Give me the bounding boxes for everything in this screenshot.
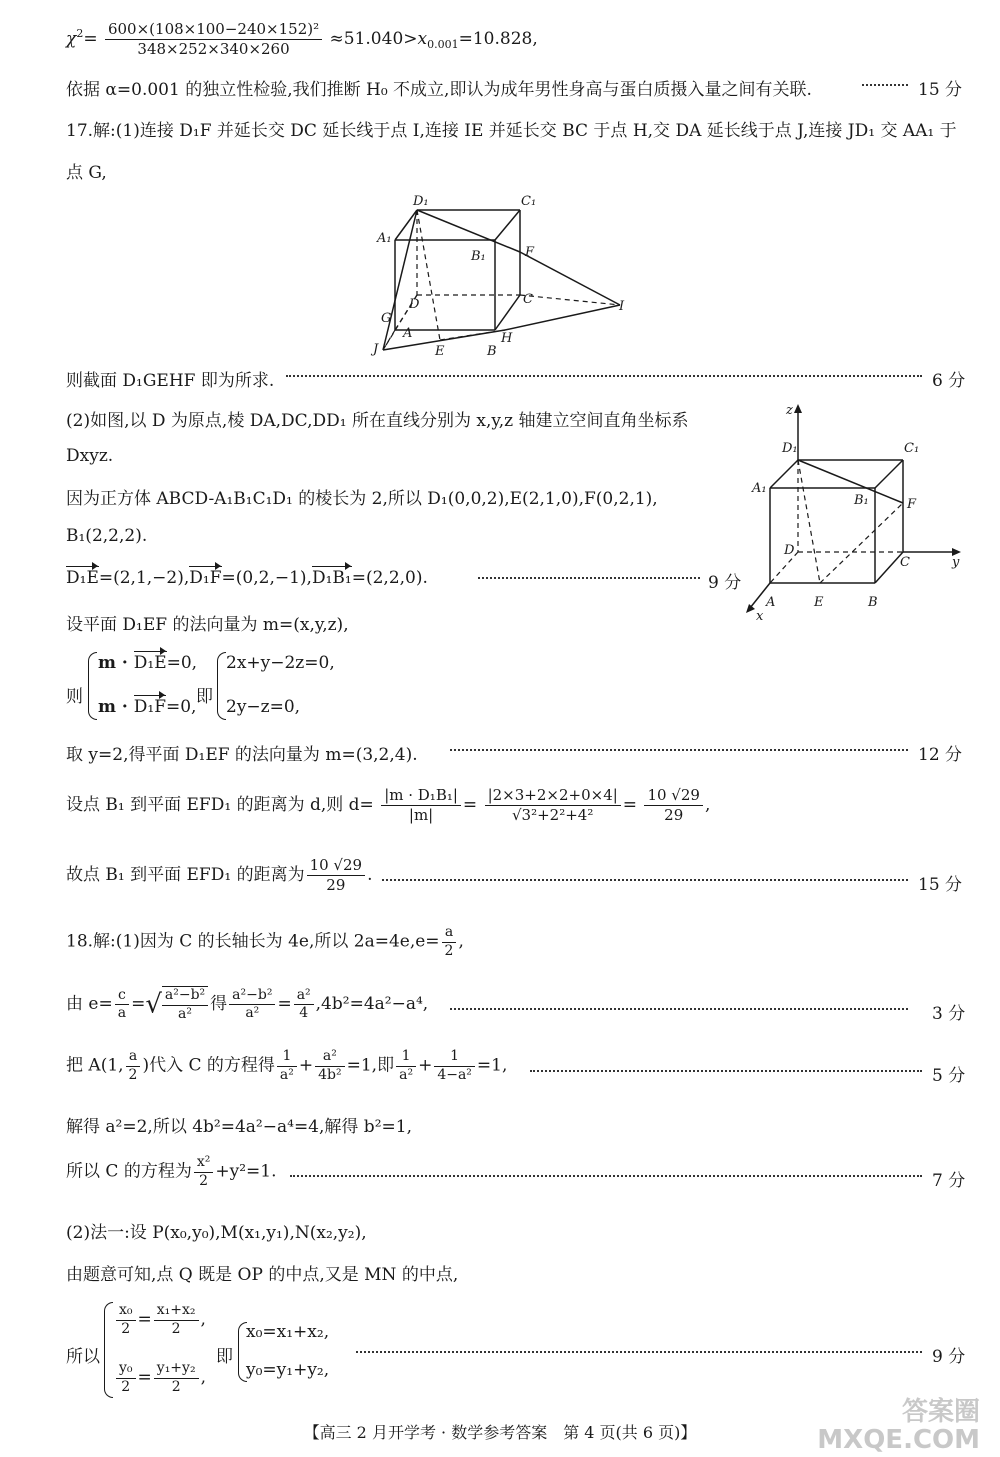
axis-label-x: x: [756, 609, 764, 624]
plus: +: [418, 1055, 433, 1076]
frac-den: 2: [199, 1172, 209, 1189]
q17-part2-c: 因为正方体 ABCD-A₁B₁C₁D₁ 的棱长为 2,所以 D₁(0,0,2),E(2,1,0),F(0,2,1),: [66, 489, 658, 509]
dot-leader: [290, 1175, 922, 1177]
sys-eq-2: [98, 697, 196, 717]
frac-sqrt: [162, 986, 208, 1023]
chi-result: ≈51.040>: [329, 28, 418, 49]
eq-sign: =: [131, 994, 146, 1014]
comma: ,: [458, 931, 464, 952]
score-5: 5 分: [932, 1066, 966, 1086]
frac-num: a²−b²: [229, 987, 275, 1006]
frac-num: a²−b²: [162, 987, 208, 1006]
chi-tail: =10.828,: [458, 28, 538, 49]
comma: ,: [200, 1367, 206, 1388]
frac-den: 2: [171, 1320, 181, 1337]
dist-num1: |m · D₁B₁|: [381, 786, 461, 806]
dist-num3: 10 √29: [644, 786, 703, 806]
conclusion-line: 依据 α=0.001 的独立性检验,我们推断 H₀ 不成立,即认为成年男性身高与蛋白质摄入量之间有关联.: [66, 80, 812, 100]
q18-l2-de: 得: [210, 994, 228, 1014]
q18-line4: 解得 a²=2,所以 4b²=4a²−a⁴=4,解得 b²=1,: [66, 1117, 412, 1137]
frac-num: 1: [396, 1048, 416, 1067]
sys2-eq-2: [114, 1360, 206, 1396]
dot-leader: [382, 879, 908, 881]
sys-then: 则: [66, 687, 83, 707]
coordinate-cube-figure: [740, 400, 970, 625]
distance-set: 设点 B₁ 到平面 EFD₁ 的距离为 d,则 d=: [66, 794, 374, 815]
frac-num: a²: [294, 987, 314, 1006]
cube-section-figure: [365, 190, 640, 360]
frac: [116, 1302, 136, 1338]
watermark-tag: 答案圈: [901, 1397, 980, 1427]
dist-frac-2: [485, 786, 621, 825]
dist-num2: |2×3+2×2+0×4|: [485, 786, 621, 806]
score-7: 7 分: [932, 1171, 966, 1191]
score-9a: 9 分: [708, 573, 742, 593]
q18-l3-a: 把 A: [66, 1055, 101, 1076]
chi-sup: 2: [76, 27, 84, 41]
sys-ji: 即: [196, 687, 213, 707]
normal-take: 取 y=2,得平面 D₁EF 的法向量为 m=(3,2,4).: [66, 745, 418, 765]
frac-x2-over-2: [194, 1154, 214, 1190]
eq-sign: =: [137, 1309, 152, 1330]
frac-num: y₀: [116, 1360, 136, 1379]
q17-part2-a: (2)如图,以 D 为原点,棱 DA,DC,DD₁ 所在直线分别为 x,y,z 轴建立空间直角坐标系: [66, 411, 689, 431]
vector-line: [66, 568, 428, 588]
fig2-label-F: F: [907, 497, 917, 512]
section-result: 则截面 D₁GEHF 即为所求.: [66, 371, 275, 391]
chi-square-line: [66, 20, 538, 59]
dot-leader: [450, 749, 908, 751]
vec-D1B1: D₁B₁: [311, 568, 352, 588]
vec-D1F-sys: D₁F: [133, 697, 166, 717]
frac-den: 2: [128, 1066, 138, 1083]
frac-1: [277, 1048, 297, 1084]
frac-p: [126, 1048, 141, 1084]
frac-den: 2: [121, 1378, 131, 1395]
q18-l3-e: =1,: [476, 1055, 508, 1076]
frac-den: a²: [279, 1066, 294, 1083]
vec-D1F: D₁F: [189, 568, 222, 588]
q17-line1: [66, 116, 957, 141]
score-9b: 9 分: [932, 1347, 966, 1367]
fig1-label-F: F: [525, 245, 535, 260]
dist-den1: |m|: [408, 805, 434, 824]
fig1-label-C1: C₁: [521, 194, 537, 209]
q18-line2: [66, 986, 428, 1023]
axis-label-y: y: [952, 555, 960, 570]
frac-num: x²: [194, 1154, 214, 1173]
fig2-label-D1: D₁: [782, 441, 798, 456]
frac-den: 2: [171, 1378, 181, 1395]
fig2-label-B: B: [868, 595, 878, 610]
chi-numerator: 600×(108×100−240×152)²: [105, 20, 322, 40]
x-symbol: x: [417, 28, 428, 49]
sys-eq-3: 2x+y−2z=0,: [226, 653, 335, 673]
fig1-label-A: A: [403, 326, 413, 341]
q17-label: 17.解:: [66, 121, 116, 141]
q17-part1-text: (1)连接 D₁F 并延长交 DC 延长线于点 I,连接 IE 并延长交 BC 于点 H,交 DA 延长线于点 J,连接 JD₁ 交 AA₁ 于: [115, 121, 957, 141]
eq-sign: =: [277, 994, 292, 1014]
frac-num: c: [115, 987, 129, 1006]
frac: [116, 1360, 136, 1396]
frac: [154, 1360, 199, 1396]
axis-label-z: z: [786, 403, 793, 418]
q18-l3-c: )代入 C 的方程得: [142, 1055, 275, 1076]
plus: +: [298, 1055, 314, 1076]
q18-l1-text: (1)因为 C 的长轴长为 4e,所以 2a=4e,e=: [115, 931, 440, 952]
q18-l2-text: 由 e=: [66, 994, 113, 1014]
frac-2: [315, 1048, 344, 1084]
score-6: 6 分: [932, 371, 966, 391]
score-12: 12 分: [918, 745, 963, 765]
eq-sign: =: [137, 1367, 152, 1388]
fig1-label-B1: B₁: [471, 249, 486, 264]
dot-leader: [450, 1008, 908, 1010]
frac-a-over-2: [442, 924, 457, 960]
q18-l5-a: 所以 C 的方程为: [66, 1161, 192, 1182]
q18-line5: [66, 1154, 276, 1190]
fig1-label-E: E: [435, 344, 445, 359]
final-frac: [307, 856, 366, 895]
final-line: [66, 856, 372, 895]
sys-eq-1-end: =0,: [166, 653, 198, 673]
q18-l5-b: +y²=1.: [215, 1161, 277, 1182]
eq-sign: =: [83, 28, 98, 49]
q18-line6: (2)法一:设 P(x₀,y₀),M(x₁,y₁),N(x₂,y₂),: [66, 1223, 367, 1243]
final-text: 故点 B₁ 到平面 EFD₁ 的距离为: [66, 864, 305, 885]
chi-denominator: 348×252×340×260: [137, 39, 290, 58]
final-dot: .: [367, 864, 373, 885]
frac-den: a²: [178, 1005, 193, 1022]
fig2-label-E: E: [814, 595, 824, 610]
watermark-text: MXQE.COM: [817, 1425, 980, 1455]
sys-eq-4: 2y−z=0,: [226, 697, 301, 717]
q17-part2-b: Dxyz.: [66, 446, 114, 466]
frac-num: y₁+y₂: [154, 1360, 199, 1379]
brace-left-2: [104, 1302, 113, 1398]
fig1-label-D1: D₁: [413, 194, 429, 209]
chi-fraction: [105, 20, 322, 59]
frac-num: 1: [434, 1048, 475, 1067]
fig1-label-G: G: [381, 311, 392, 326]
frac-num: x₀: [116, 1302, 136, 1321]
dot-leader: [530, 1070, 922, 1072]
q18-ji: 即: [216, 1347, 233, 1367]
sys2-eq-1: [114, 1302, 206, 1338]
q18-line3: [66, 1048, 507, 1084]
frac-den: 4b²: [318, 1066, 342, 1083]
fig1-label-C: C: [523, 292, 533, 307]
frac-num: a: [442, 924, 457, 943]
watermark: [817, 1398, 980, 1454]
frac-2: [229, 987, 275, 1023]
frac-num: a: [126, 1048, 141, 1067]
frac: [154, 1302, 199, 1338]
q18-l3-b: (1,: [100, 1055, 124, 1076]
q18-line1: [66, 924, 464, 960]
dist-frac-1: [381, 786, 461, 825]
final-num: 10 √29: [307, 856, 366, 876]
dist-frac-3: [644, 786, 703, 825]
vec-D1E: D₁E: [66, 568, 99, 588]
dot-leader: [862, 84, 908, 86]
q17-line2: 点 G,: [66, 163, 107, 183]
sys2-eq-3: x₀=x₁+x₂,: [246, 1322, 330, 1342]
fig2-label-B1: B₁: [854, 493, 869, 508]
dot-leader: [286, 375, 922, 377]
frac-num: 1: [277, 1048, 297, 1067]
fig1-label-A1: A₁: [377, 231, 392, 246]
frac-den: a²: [399, 1066, 414, 1083]
q18-so: 所以: [66, 1347, 100, 1367]
m-vector: m ·: [98, 697, 134, 717]
frac-3: [294, 987, 314, 1023]
m-vector: m ·: [98, 653, 134, 673]
vec-D1B1-value: =(2,2,0).: [351, 568, 428, 588]
fig1-label-D: D: [409, 297, 420, 312]
fig2-label-A1: A₁: [752, 481, 767, 496]
frac-num: x₁+x₂: [154, 1302, 199, 1321]
brace-right: [217, 652, 226, 720]
comma: ,: [704, 794, 711, 815]
score-15a: 15 分: [918, 80, 963, 100]
sys2-eq-4: y₀=y₁+y₂,: [246, 1360, 330, 1380]
score-15b: 15 分: [918, 875, 963, 895]
frac-den: 4: [299, 1005, 309, 1021]
brace-left: [88, 652, 97, 720]
sys-eq-1: [98, 653, 197, 673]
dist-den3: 29: [664, 805, 684, 824]
dist-den2: √3²+2²+4²: [512, 805, 594, 824]
x-sub: 0.001: [427, 38, 459, 52]
fig1-label-H: H: [501, 331, 513, 346]
fig2-label-D: D: [784, 543, 795, 558]
frac-den: 4−a²: [437, 1066, 472, 1083]
chi-symbol: χ: [66, 28, 77, 49]
fig2-label-A: A: [766, 595, 776, 610]
comma: ,: [200, 1309, 206, 1330]
frac-c-over-a: [115, 987, 129, 1023]
q18-line7: 由题意可知,点 Q 既是 OP 的中点,又是 MN 的中点,: [66, 1265, 459, 1285]
fig2-label-C: C: [900, 555, 910, 570]
normal-set: 设平面 D₁EF 的法向量为 m=(x,y,z),: [66, 615, 349, 635]
eq-sign: =: [622, 794, 638, 815]
sqrt-symbol: √: [145, 989, 162, 1020]
fig1-label-B: B: [487, 344, 497, 359]
sys-eq-2-end: =0,: [166, 697, 197, 717]
frac-den: 2: [121, 1320, 131, 1337]
frac-num: a²: [315, 1048, 344, 1067]
vec-D1F-value: =(0,2,−1),: [221, 568, 312, 588]
dot-leader: [478, 577, 700, 579]
frac-3: [396, 1048, 416, 1084]
distance-line: [66, 786, 710, 825]
frac-den: a²: [245, 1005, 260, 1021]
final-den: 29: [326, 875, 346, 894]
q18-l2-end: ,4b²=4a²−a⁴,: [315, 994, 429, 1014]
vec-D1E-sys: D₁E: [133, 653, 167, 673]
fig1-label-J: J: [373, 342, 379, 357]
frac-den: a: [117, 1005, 127, 1021]
eq-sign: =: [462, 794, 478, 815]
q18-label: 18.解:: [66, 931, 116, 952]
fig1-label-I: I: [619, 299, 625, 314]
frac-4: [434, 1048, 475, 1084]
dot-leader: [356, 1351, 922, 1353]
vec-D1E-value: =(2,1,−2),: [98, 568, 190, 588]
frac-den: 2: [444, 942, 454, 959]
score-3: 3 分: [932, 1004, 966, 1024]
fig2-label-C1: C₁: [904, 441, 920, 456]
q17-part2-d: B₁(2,2,2).: [66, 526, 148, 546]
page-footer: 【高三 2 月开学考 · 数学参考答案 第 4 页(共 6 页)】: [303, 1423, 697, 1442]
q18-l3-d: =1,即: [346, 1055, 395, 1076]
